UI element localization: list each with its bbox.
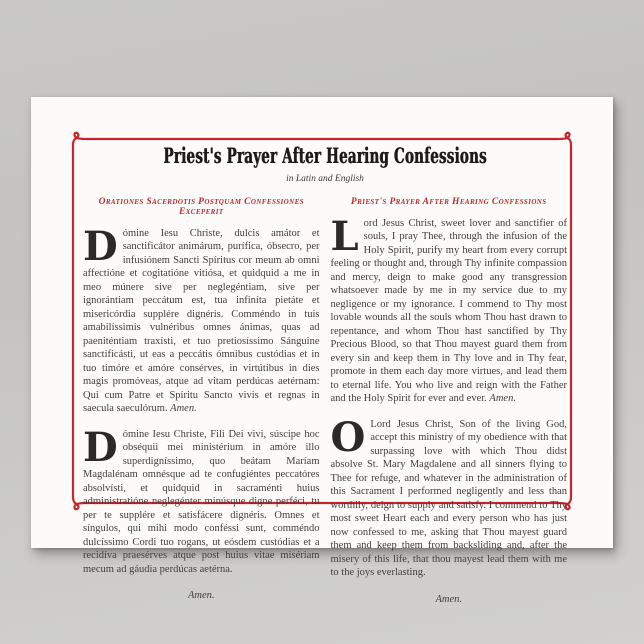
two-column-layout <box>83 197 567 606</box>
latin-column <box>83 197 320 606</box>
english-column <box>331 197 568 606</box>
paragraph-text: ómine Iesu Christe, dulcis amátor et sanctificátor animárum, purífica, óbsecro, per infusiónem Sancti Spíritus cor meum ab omni affectióne et cogitatióne vitiósa, et quidquid a me in meo múnere sive per neglegéntiam, sive per ignorántiam peccátum est, tua infiníta pietáte et misericórdia supplére dignéris. Comméndo in tuis amabilíssimis vulnéribus omnes ánimas, quas ad paeniténtiam traxísti, et tuo pretiosíssimo Sánguine sanctificásti, ut eas a peccátis ómnibus custódias et in tuo timóre et amóre consérves, in virtútibus in dies magis promóveas, atque ad vitam perdúcas aetérnam: Qui cum Patre et Spíritu Sancto vivis et regnas in saecula saeculórum. <box>83 227 320 415</box>
dropcap-initial: D <box>83 423 118 471</box>
english-paragraph-2 <box>330 413 568 580</box>
paragraph-amen-inline: Amen. <box>489 393 516 405</box>
latin-paragraph-1 <box>83 222 320 416</box>
poster-content <box>83 143 567 605</box>
poster-subtitle: in Latin and English <box>286 173 364 184</box>
paragraph-amen-inline: Amen. <box>170 403 197 415</box>
latin-amen: Amen. <box>187 590 215 602</box>
dropcap-initial: D <box>83 222 118 270</box>
paragraph-text: ord Jesus Christ, sweet lover and sanctifier of souls, I pray Thee, through the infusion of the Holy Spirit, purify my heart from every corrupt feeling or thought and, through Thy infinite compassion and mercy, deign to make good any transgression whatsoever made by me in my service due to my negligence or my ignorance. I commend to Thy most lovable wounds all the souls whom Thou hast drawn to repentance, and whom Thou hast sanctified by Thy Precious Blood, so that Thou mayest guard them from every sin and keep them in Thy love and in Thy fear, promote in them each day more virtues, and lead them to eternal life. You who live and reign with the Father and the Holy Spirit for ever and ever. <box>330 217 567 405</box>
english-column-heading: Priest's Prayer After Hearing Confessions <box>350 196 547 207</box>
english-paragraph-1 <box>330 212 568 406</box>
poster-title: Priest's Prayer After Hearing Confessions <box>163 143 487 170</box>
dropcap-initial: O <box>330 413 366 461</box>
dropcap-initial: L <box>330 212 359 260</box>
latin-column-heading: Orationes Sacerdotis Postquam Confessiones Exceperit <box>98 196 304 217</box>
prayer-poster <box>31 97 613 605</box>
latin-paragraph-2 <box>83 423 320 577</box>
english-amen: Amen. <box>435 593 463 605</box>
paragraph-text: ómine Iesu Christe, Fili Dei vivi, súscipe hoc obséquii mei ministérium in amóre illo superdigníssimo, quo beátam Maríam Magdalénam omnésque ad te confugiéntes peccatóres absolvísti, et quidquid in sacraménti huius administratióne neglegénter minúsque digne perféci, tu per te supplére et satisfácere dignéris. Omnes et síngulos, qui mihi modo conféssi sunt, comméndo dulcíssimo Cordi tuo rogans, ut eósdem custódias et a recidíva praesérves atque post huius vitae misériam mecum ad gáudia perdúcas aetérna. <box>83 428 320 575</box>
paragraph-text: Lord Jesus Christ, Son of the living God, accept this ministry of my obedience with that surpassing love with which Thou didst absolve St. Mary Magdalene and all sinners flying to Thee for refuge, and whatever in the administration of this Sacrament I performed negligently and less than worthily, deign to supply and satisfy. I commend to Thy most sweet Heart each and every person who has just now confessed to me, asking that Thou mayest guard them and keep them from backsliding and, after the misery of this life, that thou mayest lead them with me to the joys everlasting. <box>330 418 567 579</box>
